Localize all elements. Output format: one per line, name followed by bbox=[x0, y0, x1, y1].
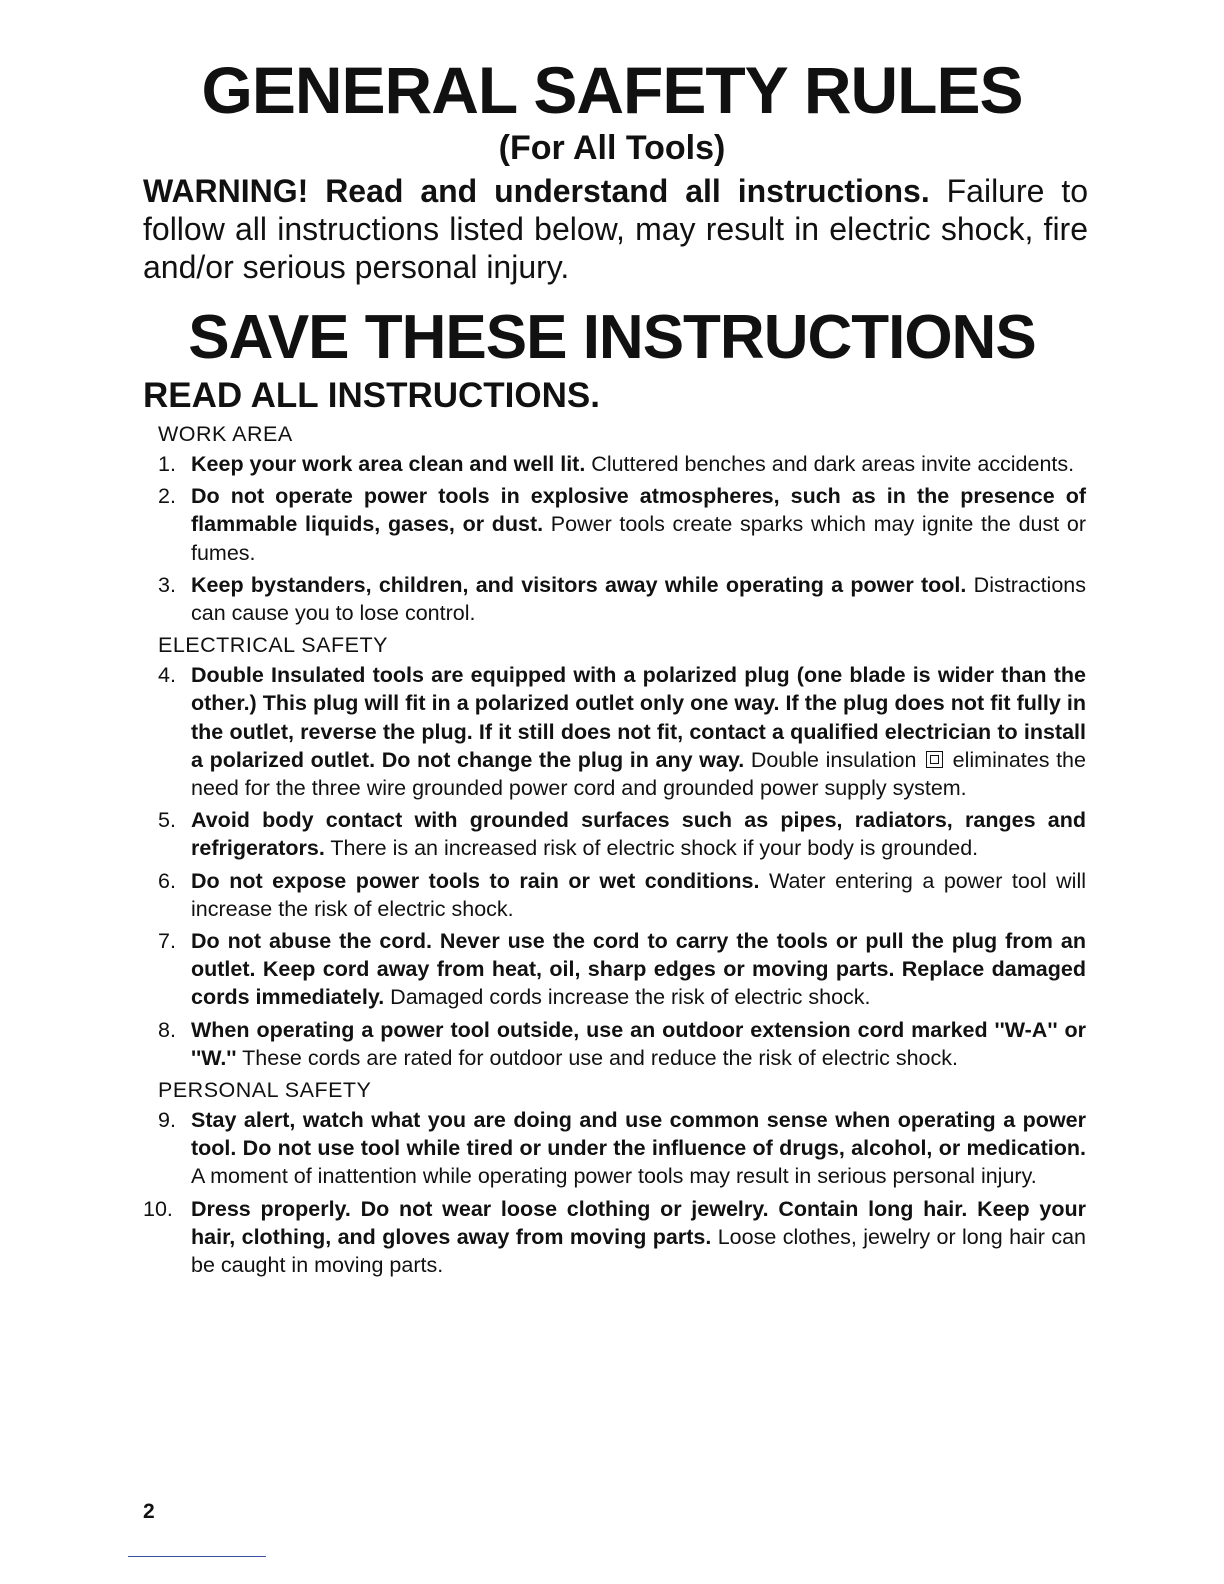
rule-text: Cluttered benches and dark areas invite accidents. bbox=[585, 452, 1075, 476]
rule-item bbox=[158, 482, 1086, 567]
warning-paragraph bbox=[143, 172, 1088, 286]
rule-item bbox=[158, 1016, 1086, 1072]
rule-number: 10. bbox=[143, 1196, 173, 1221]
page-title: GENERAL SAFETY RULES bbox=[201, 53, 1023, 127]
rule-text: eliminates the need for the three wire grounded power cord and grounded power supply system. bbox=[191, 747, 1086, 801]
save-instructions-heading: SAVE THESE INSTRUCTIONS bbox=[188, 303, 1036, 372]
rule-number: 3. bbox=[158, 572, 176, 597]
rule-bold: Keep your work area clean and well lit. bbox=[191, 452, 586, 476]
rule-text: Distractions can cause you to lose control. bbox=[191, 572, 1086, 626]
rule-bold: Double Insulated tools are equipped with a polarized plug (one blade is wider than the other.) This plug will fit in a polarized outlet only one way. If the plug does not fit fully in the outlet, reverse the plug. If it still does not fit, contact a qualified electrician to install a polarized outlet. Do not change the plug in any way. bbox=[191, 663, 1086, 772]
rule-bold: Stay alert, watch what you are doing and use common sense when operating a power tool. Do not use tool while tired or under the influence of drugs, alcohol, or medication. bbox=[191, 1108, 1086, 1161]
rule-bold: Dress properly. Do not wear loose clothing or jewelry. Contain long hair. Keep your hair, clothing, and gloves away from moving parts. bbox=[191, 1196, 1086, 1249]
rule-number: 9. bbox=[158, 1108, 176, 1133]
rule-item bbox=[143, 1195, 1086, 1280]
rule-text: Water entering a power tool will increase the risk of electric shock. bbox=[191, 868, 1086, 921]
warning-text: Failure to follow all instructions listed below, may result in electric shock, fire and/or serious personal injury. bbox=[143, 173, 1089, 285]
rule-item bbox=[158, 571, 1086, 627]
footer-rule bbox=[128, 1556, 266, 1557]
rule-bold: Avoid body contact with grounded surfaces such as pipes, radiators, ranges and refrigerators. bbox=[191, 808, 1086, 861]
rule-text: These cords are rated for outdoor use and reduce the risk of electric shock. bbox=[236, 1045, 958, 1070]
rule-item bbox=[158, 661, 1086, 802]
section-heading-personal-safety: PERSONAL SAFETY bbox=[158, 1078, 372, 1103]
rule-number: 6. bbox=[158, 868, 176, 893]
rule-bold: Keep bystanders, children, and visitors away while operating a power tool. bbox=[191, 572, 967, 597]
section-heading-work-area: WORK AREA bbox=[158, 422, 293, 446]
rule-bold: Do not abuse the cord. Never use the cord to carry the tools or pull the plug from an outlet. Keep cord away from heat, oil, sharp edges or moving parts. Replace damaged cords immediately. bbox=[191, 929, 1086, 1010]
rule-item bbox=[158, 927, 1086, 1012]
section-heading-electrical-safety: ELECTRICAL SAFETY bbox=[158, 633, 388, 658]
rule-text: Double insulation bbox=[744, 747, 917, 772]
rule-item bbox=[158, 806, 1086, 862]
rule-number: 7. bbox=[158, 929, 176, 954]
rule-number: 8. bbox=[158, 1017, 176, 1042]
rule-text: A moment of inattention while operating power tools may result in serious personal injury. bbox=[191, 1164, 1037, 1189]
rule-item bbox=[158, 450, 1086, 478]
page-number: 2 bbox=[143, 1500, 155, 1523]
rule-item bbox=[158, 867, 1086, 923]
rule-number: 2. bbox=[158, 484, 176, 509]
read-all-heading: READ ALL INSTRUCTIONS. bbox=[143, 376, 600, 415]
rule-item bbox=[158, 1106, 1086, 1191]
rule-text: Power tools create sparks which may ignite the dust or fumes. bbox=[191, 512, 1087, 565]
rule-number: 5. bbox=[158, 808, 176, 833]
rule-bold: When operating a power tool outside, use an outdoor extension cord marked ''W-A'' or ''W.'' bbox=[191, 1017, 1086, 1070]
double-insulation-icon bbox=[926, 751, 943, 768]
rule-text: Loose clothes, jewelry or long hair can be caught in moving parts. bbox=[191, 1224, 1086, 1278]
rules-list bbox=[143, 420, 1087, 1283]
rule-text: There is an increased risk of electric shock if your body is grounded. bbox=[324, 836, 979, 861]
rule-number: 1. bbox=[158, 452, 176, 476]
rule-text: Damaged cords increase the risk of electric shock. bbox=[384, 985, 871, 1010]
rule-bold: Do not operate power tools in explosive atmospheres, such as in the presence of flammable liquids, gases, or dust. bbox=[191, 484, 1086, 537]
rule-number: 4. bbox=[158, 663, 176, 688]
warning-bold: WARNING! Read and understand all instructions. bbox=[143, 173, 930, 209]
page-subtitle: (For All Tools) bbox=[498, 129, 726, 167]
rule-bold: Do not expose power tools to rain or wet conditions. bbox=[191, 868, 760, 893]
